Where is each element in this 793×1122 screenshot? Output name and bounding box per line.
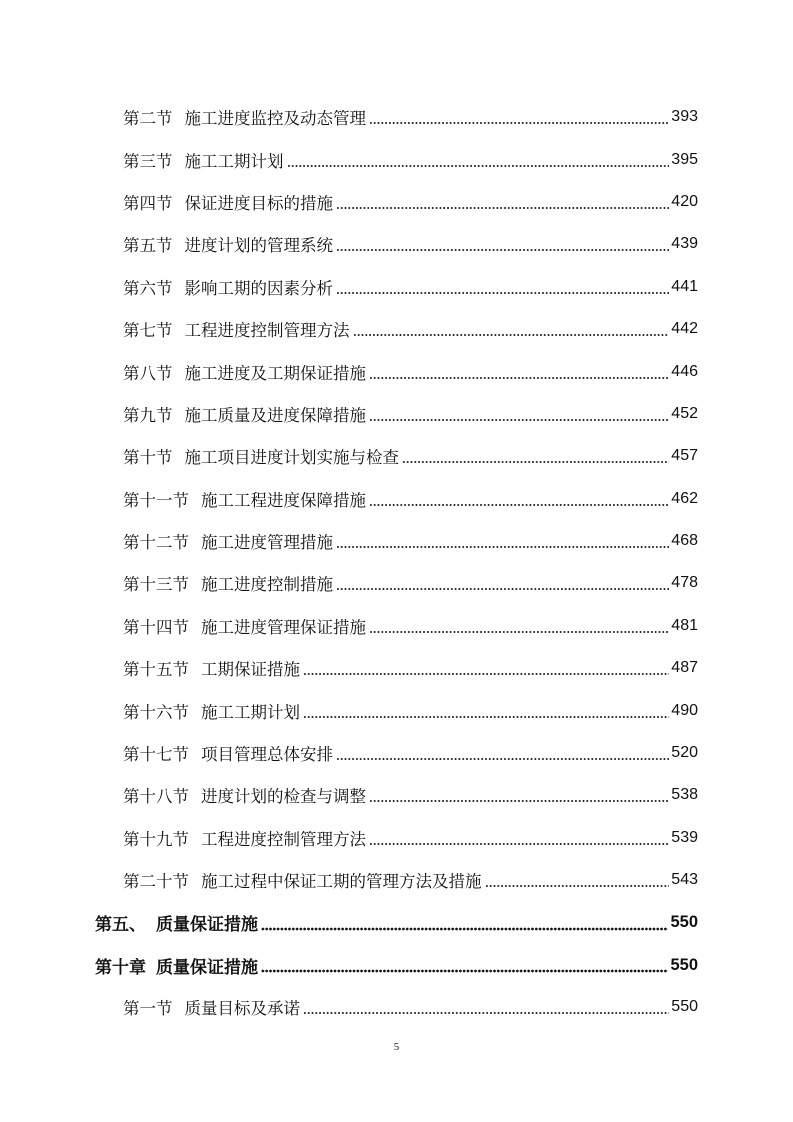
dot-leader	[287, 164, 670, 168]
toc-entry[interactable]	[0, 435, 698, 477]
dot-leader	[303, 672, 669, 676]
page-number: 5	[393, 1041, 400, 1053]
toc-entry[interactable]	[0, 308, 698, 350]
entry-page-number: 538	[671, 786, 698, 804]
entry-number: 第十六节	[123, 702, 189, 722]
entry-page-number: 457	[671, 447, 698, 465]
entry-title: 施工进度管理保证措施	[201, 617, 366, 637]
entry-title: 质量保证措施	[156, 957, 258, 978]
entry-title: 施工进度管理措施	[201, 533, 333, 553]
dot-leader	[261, 927, 668, 931]
entry-page-number: 539	[671, 828, 698, 846]
entry-number: 第十九节	[123, 829, 189, 849]
toc-entry[interactable]	[0, 647, 698, 689]
toc-entry[interactable]	[0, 562, 698, 604]
toc-entry[interactable]	[0, 689, 698, 731]
dot-leader	[336, 206, 669, 210]
dot-leader	[369, 376, 669, 380]
entry-title: 施工项目进度计划实施与检查	[184, 448, 399, 468]
dot-leader	[369, 842, 669, 846]
entry-title: 进度计划的检查与调整	[201, 787, 366, 807]
dot-leader	[369, 630, 669, 634]
toc-entry[interactable]	[0, 96, 698, 138]
entry-page-number: 439	[671, 235, 698, 253]
toc-entry[interactable]	[0, 181, 698, 223]
toc-entry[interactable]	[0, 350, 698, 392]
entry-number: 第十三节	[123, 575, 189, 595]
entry-number: 第十八节	[123, 787, 189, 807]
entry-page-number: 420	[671, 192, 698, 210]
dot-leader	[336, 545, 669, 549]
entry-number: 第九节	[123, 405, 173, 425]
toc-entry[interactable]	[0, 817, 698, 859]
dot-leader	[485, 884, 670, 888]
entry-page-number: 395	[671, 150, 698, 168]
entry-number: 第六节	[123, 278, 173, 298]
entry-title: 质量目标及承诺	[184, 999, 300, 1019]
entry-title: 施工质量及进度保障措施	[184, 405, 366, 425]
dot-leader	[353, 333, 670, 337]
dot-leader	[336, 587, 669, 591]
entry-number: 第十五节	[123, 660, 189, 680]
dot-leader	[336, 291, 669, 295]
toc-entry[interactable]	[0, 393, 698, 435]
toc-entry-bold[interactable]	[0, 944, 698, 986]
dot-leader	[369, 503, 669, 507]
dot-leader	[402, 460, 669, 464]
toc-entry[interactable]	[0, 774, 698, 816]
dot-leader	[261, 969, 668, 973]
entry-title: 施工进度及工期保证措施	[184, 363, 366, 383]
toc-entry[interactable]	[0, 605, 698, 647]
entry-number: 第五、	[95, 915, 146, 936]
entry-number: 第八节	[123, 363, 173, 383]
toc-entry[interactable]	[0, 859, 698, 901]
dot-leader	[303, 1011, 669, 1015]
entry-page-number: 490	[671, 701, 698, 719]
entry-title: 质量保证措施	[156, 915, 258, 936]
dot-leader	[303, 715, 669, 719]
entry-page-number: 441	[671, 277, 698, 295]
entry-number: 第二十节	[123, 872, 189, 892]
toc-entry[interactable]	[0, 732, 698, 774]
entry-page-number: 442	[671, 320, 698, 338]
entry-title: 施工工程进度保障措施	[201, 490, 366, 510]
entry-title: 工程进度控制管理方法	[184, 321, 350, 341]
entry-page-number: 452	[671, 404, 698, 422]
entry-number: 第四节	[123, 193, 173, 213]
entry-title: 保证进度目标的措施	[184, 193, 333, 213]
dot-leader	[369, 121, 669, 125]
entry-title: 项目管理总体安排	[201, 745, 333, 765]
entry-page-number: 550	[670, 955, 698, 974]
entry-title: 施工工期计划	[184, 151, 284, 171]
entry-number: 第十一节	[123, 490, 189, 510]
entry-number: 第十节	[123, 448, 173, 468]
entry-number: 第五节	[123, 236, 173, 256]
toc-entry[interactable]	[0, 478, 698, 520]
entry-title: 施工工期计划	[201, 702, 300, 722]
entry-title: 工程进度控制管理方法	[201, 829, 366, 849]
entry-page-number: 446	[671, 362, 698, 380]
table-of-contents	[0, 96, 793, 1029]
entry-page-number: 543	[671, 871, 698, 889]
entry-number: 第三节	[123, 151, 173, 171]
entry-title: 施工进度监控及动态管理	[184, 109, 366, 129]
toc-entry-bold[interactable]	[0, 901, 698, 943]
entry-page-number: 478	[671, 574, 698, 592]
entry-page-number: 550	[670, 913, 698, 932]
entry-page-number: 487	[671, 659, 698, 677]
entry-page-number: 520	[671, 744, 698, 762]
toc-entry[interactable]	[0, 986, 698, 1028]
entry-title: 施工过程中保证工期的管理方法及措施	[201, 872, 482, 892]
entry-page-number: 468	[671, 532, 698, 550]
entry-number: 第十四节	[123, 617, 189, 637]
toc-entry[interactable]	[0, 266, 698, 308]
entry-number: 第一节	[123, 999, 173, 1019]
entry-number: 第十章	[95, 957, 146, 978]
entry-number: 第二节	[123, 109, 173, 129]
entry-title: 影响工期的因素分析	[184, 278, 333, 298]
entry-title: 施工进度控制措施	[201, 575, 333, 595]
toc-entry[interactable]	[0, 223, 698, 265]
dot-leader	[336, 248, 669, 252]
entry-page-number: 550	[671, 998, 698, 1016]
dot-leader	[369, 418, 669, 422]
entry-title: 进度计划的管理系统	[184, 236, 333, 256]
entry-number: 第十七节	[123, 745, 189, 765]
dot-leader	[336, 757, 669, 761]
toc-entry[interactable]	[0, 138, 698, 180]
entry-page-number: 393	[671, 108, 698, 126]
entry-page-number: 462	[671, 489, 698, 507]
dot-leader	[369, 799, 669, 803]
entry-number: 第七节	[123, 321, 173, 341]
toc-entry[interactable]	[0, 520, 698, 562]
entry-number: 第十二节	[123, 533, 189, 553]
entry-page-number: 481	[671, 616, 698, 634]
entry-title: 工期保证措施	[201, 660, 300, 680]
